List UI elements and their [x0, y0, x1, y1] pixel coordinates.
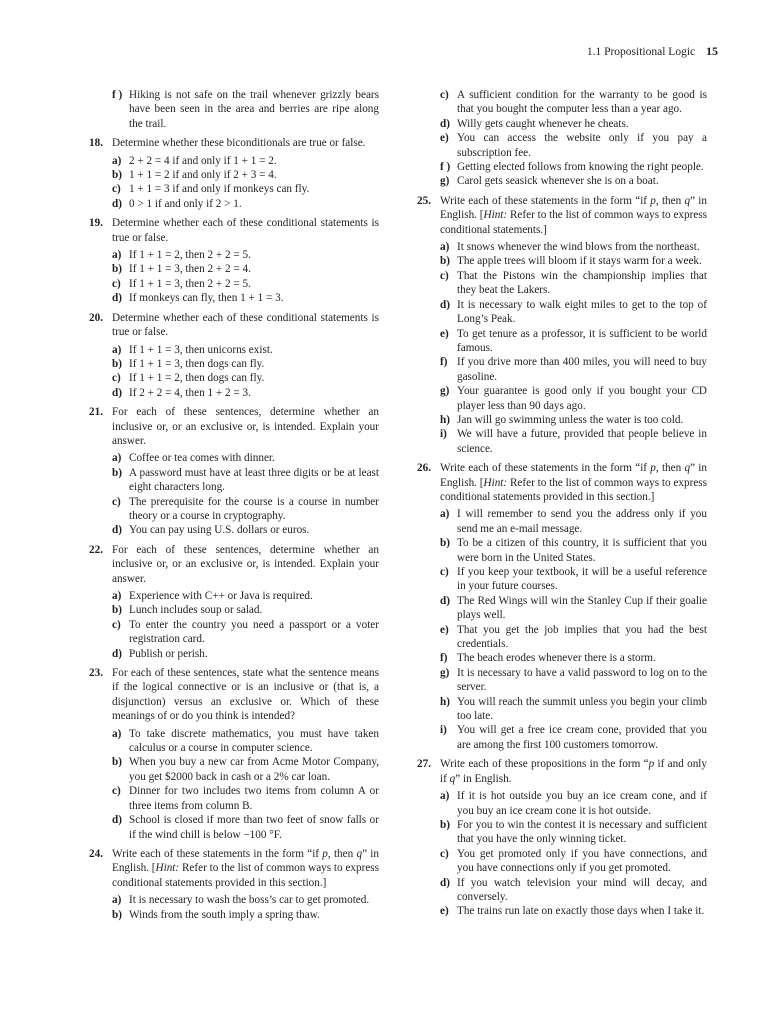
item-text: Lunch includes soup or salad.	[129, 604, 263, 617]
exercise	[417, 461, 707, 752]
exercise-number: 26.	[417, 462, 431, 475]
stem-text: ” in English.	[455, 772, 512, 785]
item-label: b)	[112, 604, 122, 617]
item-label: c)	[112, 183, 121, 196]
item-label: a)	[112, 343, 122, 356]
item-label: c)	[112, 785, 121, 798]
exercise-items	[89, 727, 379, 842]
item-text: The trains run late on exactly those days when I take it.	[457, 905, 705, 918]
exercise-item	[89, 603, 379, 617]
section-title: 1.1 Propositional Logic	[586, 46, 696, 58]
item-label: d)	[440, 594, 450, 607]
exercise	[417, 88, 707, 189]
exercise-item	[417, 160, 707, 174]
item-label: b)	[440, 255, 450, 268]
item-text: You get promoted only if you have connections, and you have connections only if you get promoted.	[457, 847, 707, 875]
right-column	[417, 88, 707, 924]
stem-text: q	[356, 847, 363, 860]
item-label: a)	[112, 154, 122, 167]
item-text: If 1 + 1 = 3, then 2 + 2 = 4.	[129, 263, 251, 276]
exercise-number: 19.	[89, 217, 103, 230]
exercise-item	[89, 755, 379, 784]
item-text: If you watch television your mind will decay, and conversely.	[457, 876, 707, 903]
exercise-item	[417, 651, 707, 665]
exercise-item	[89, 182, 379, 196]
exercise-item	[417, 536, 707, 565]
exercise-item	[417, 565, 707, 594]
exercise-stem	[417, 461, 707, 504]
exercise	[417, 194, 707, 456]
item-label: b)	[112, 357, 122, 370]
item-label: c)	[112, 495, 121, 508]
item-label: a)	[440, 508, 450, 521]
exercise-item	[417, 847, 707, 876]
item-label: a)	[112, 894, 122, 907]
item-text: When you buy a new car from Acme Motor Company, you get $2000 back in cash or a 2% car loan.	[129, 756, 379, 783]
item-text: You will reach the summit unless you begin your climb too late.	[457, 695, 707, 723]
item-label: d)	[112, 524, 122, 537]
exercise-item	[417, 666, 707, 695]
item-label: d)	[440, 876, 450, 889]
exercise-item	[89, 277, 379, 291]
item-label: e)	[440, 623, 449, 636]
stem-text: Determine whether these biconditionals are true or false.	[112, 137, 366, 150]
item-label: h)	[440, 413, 450, 426]
stem-text: For each of these sentences, state what the sentence means if the logical connective or is an inclusive or (that is, a disjunction) versus an exclusive or. Which of these meanings of or do you think is intended?	[112, 667, 379, 723]
exercise-number: 21.	[89, 406, 103, 419]
item-text: It is necessary to walk eight miles to get to the top of Long’s Peak.	[457, 298, 707, 326]
item-label: f)	[440, 356, 448, 369]
exercise-item	[89, 197, 379, 211]
item-label: c)	[112, 372, 121, 385]
item-text: If 1 + 1 = 2, then 2 + 2 = 5.	[129, 249, 251, 262]
item-label: d)	[112, 647, 122, 660]
exercise-item	[417, 131, 707, 160]
item-text: That you get the job implies that you had the best credentials.	[457, 623, 707, 651]
exercise-item	[417, 88, 707, 117]
exercise-items	[89, 248, 379, 306]
exercise-items	[89, 893, 379, 922]
item-label: f )	[440, 161, 451, 174]
exercise-item	[417, 384, 707, 413]
stem-text: Hint:	[483, 476, 508, 489]
stem-text: Write each of these statements in the form “if	[440, 194, 651, 207]
item-text: If monkeys can fly, then 1 + 1 = 3.	[129, 292, 284, 305]
stem-text: p	[650, 194, 656, 207]
exercise-item	[89, 908, 379, 922]
item-text: Your guarantee is good only if you bought your CD player less than 90 days ago.	[457, 385, 707, 412]
stem-text: , then	[655, 194, 685, 207]
exercise-stem	[89, 216, 379, 245]
item-text: It snows whenever the wind blows from the northeast.	[457, 241, 700, 254]
exercise-item	[417, 818, 707, 847]
item-text: I will remember to send you the address only if you send me an e-mail message.	[457, 508, 707, 535]
item-label: f)	[440, 652, 448, 665]
exercise-item	[89, 371, 379, 385]
exercise-stem	[89, 311, 379, 340]
exercise-item	[417, 695, 707, 724]
item-label: c)	[440, 89, 449, 101]
item-label: a)	[440, 241, 450, 254]
item-label: e)	[440, 327, 449, 340]
exercise	[89, 216, 379, 305]
exercise-item	[89, 262, 379, 276]
exercise	[89, 136, 379, 211]
item-label: c)	[112, 618, 121, 631]
item-label: h)	[440, 695, 450, 708]
item-text: If it is hot outside you buy an ice cream cone, and if you buy an ice cream cone it is hot outside.	[457, 790, 707, 817]
item-text: You can access the website only if you pay a subscription fee.	[457, 132, 707, 159]
exercise-item	[89, 893, 379, 907]
stem-text: p	[648, 758, 655, 771]
item-text: School is closed if more than two feet of snow falls or if the wind chill is below −100 °F.	[129, 814, 379, 841]
item-label: f )	[112, 89, 123, 101]
item-text: We will have a future, provided that people believe in science.	[457, 428, 707, 455]
item-label: i)	[440, 724, 447, 737]
exercise-item	[89, 647, 379, 661]
item-text: 0 > 1 if and only if 2 > 1.	[129, 197, 242, 210]
item-text: It is necessary to wash the boss’s car to get promoted.	[129, 894, 370, 907]
item-label: d)	[112, 386, 122, 399]
stem-text: For each of these sentences, determine whether an inclusive or, or an exclusive or, is intended. Explain your answer.	[112, 543, 379, 585]
item-label: g)	[440, 175, 450, 188]
item-text: You will get a free ice cream cone, provided that you are among the first 100 customers tomorrow.	[457, 724, 707, 751]
exercise-items	[89, 451, 379, 537]
exercise-items	[417, 789, 707, 919]
exercise-item	[417, 594, 707, 623]
item-label: d)	[112, 197, 122, 210]
exercise-stem	[89, 136, 379, 150]
item-label: b)	[112, 466, 122, 479]
item-text: Publish or perish.	[129, 647, 208, 660]
item-text: Carol gets seasick whenever she is on a boat.	[457, 175, 659, 188]
item-label: a)	[112, 452, 122, 465]
item-label: e)	[440, 905, 449, 918]
exercise-item	[417, 174, 707, 188]
exercise-item	[417, 355, 707, 384]
left-column	[89, 88, 379, 927]
item-text: The apple trees will bloom if it stays warm for a week.	[457, 255, 702, 268]
item-text: A password must have at least three digits or be at least eight characters long.	[129, 466, 379, 494]
item-label: i)	[440, 428, 447, 441]
exercise-number: 20.	[89, 311, 103, 324]
exercise-item	[417, 507, 707, 536]
stem-text: p	[322, 847, 328, 860]
stem-text: q	[449, 772, 456, 785]
item-label: a)	[440, 790, 450, 803]
stem-text: Refer to the list of common ways to express conditional statements provided in this section.]	[440, 476, 707, 503]
item-text: If 1 + 1 = 3, then dogs can fly.	[129, 357, 265, 370]
stem-text: if and only if	[440, 758, 707, 785]
stem-text: Determine whether each of these conditional statements is true or false.	[112, 311, 379, 339]
exercise-stem	[417, 194, 707, 237]
item-text: If you keep your textbook, it will be a useful reference in your future courses.	[457, 566, 707, 593]
exercise-number: 27.	[417, 758, 431, 771]
exercise	[89, 311, 379, 400]
item-label: b)	[440, 537, 450, 550]
exercise-item	[417, 723, 707, 752]
stem-text: q	[684, 462, 691, 475]
item-text: Willy gets caught whenever he cheats.	[457, 117, 629, 130]
exercise-item	[89, 727, 379, 756]
item-text: 1 + 1 = 2 if and only if 2 + 3 = 4.	[129, 169, 277, 182]
exercise-number: 24.	[89, 847, 103, 860]
exercise-stem	[89, 666, 379, 724]
item-label: e)	[440, 132, 449, 145]
item-text: If 2 + 2 = 4, then 1 + 2 = 3.	[129, 386, 251, 399]
exercise-item	[89, 291, 379, 305]
item-label: b)	[440, 818, 450, 831]
exercise-item	[417, 876, 707, 905]
exercise-item	[89, 495, 379, 524]
stem-text: q	[684, 194, 691, 207]
exercise-item	[89, 618, 379, 647]
item-text: For you to win the contest it is necessary and sufficient that you have the only winning ticket.	[457, 818, 707, 846]
exercise	[89, 405, 379, 538]
item-label: b)	[112, 756, 122, 769]
exercise	[89, 666, 379, 842]
exercise-number: 25.	[417, 194, 431, 207]
exercise-item	[89, 248, 379, 262]
exercise-stem	[89, 543, 379, 586]
item-label: c)	[440, 269, 449, 282]
exercise	[417, 757, 707, 918]
exercise-items	[417, 507, 707, 752]
exercise-item	[89, 523, 379, 537]
stem-text: , then	[655, 462, 685, 475]
item-text: A sufficient condition for the warranty to be good is that you bought the computer less than a year ago.	[457, 89, 707, 116]
exercise	[89, 88, 379, 131]
exercise-item	[89, 784, 379, 813]
exercise-number: 18.	[89, 137, 103, 150]
item-text: The beach erodes whenever there is a storm.	[457, 652, 656, 665]
stem-text: p	[650, 462, 656, 475]
exercise-item	[89, 589, 379, 603]
stem-text: ” in English. [	[440, 462, 707, 489]
exercise-item	[417, 904, 707, 918]
page-number: 15	[706, 44, 718, 58]
item-label: d)	[440, 117, 450, 130]
item-label: d)	[440, 298, 450, 311]
exercise-stem	[89, 847, 379, 890]
item-text: If 1 + 1 = 3, then 2 + 2 = 5.	[129, 277, 251, 290]
exercise-item	[417, 413, 707, 427]
item-label: g)	[440, 385, 450, 398]
stem-text: For each of these sentences, determine whether an inclusive or, or an exclusive or, is intended. Explain your answer.	[112, 406, 379, 447]
exercise-item	[417, 327, 707, 356]
item-text: The prerequisite for the course is a course in number theory or a course in cryptography.	[129, 495, 379, 522]
item-text: 2 + 2 = 4 if and only if 1 + 1 = 2.	[129, 154, 277, 167]
item-label: a)	[112, 249, 122, 262]
item-text: To take discrete mathematics, you must have taken calculus or a course in computer science.	[129, 727, 379, 755]
item-label: d)	[112, 814, 122, 827]
item-text: Winds from the south imply a spring thaw.	[129, 908, 320, 921]
item-text: If you drive more than 400 miles, you will need to buy gasoline.	[457, 356, 707, 383]
item-text: If 1 + 1 = 2, then dogs can fly.	[129, 372, 265, 385]
exercise	[89, 847, 379, 922]
item-label: a)	[112, 727, 122, 740]
item-text: Dinner for two includes two items from column A or three items from column B.	[129, 785, 379, 812]
exercise-items	[417, 88, 707, 189]
exercise-item	[89, 813, 379, 842]
exercise-item	[417, 117, 707, 131]
item-text: Hiking is not safe on the trail whenever grizzly bears have been seen in the area and berries are ripe along the trail.	[129, 89, 379, 130]
item-label: c)	[440, 847, 449, 860]
item-text: It is necessary to have a valid password to log on to the server.	[457, 666, 707, 694]
exercise-item	[89, 451, 379, 465]
stem-text: Hint:	[483, 209, 508, 222]
exercise	[89, 543, 379, 661]
exercise-stem	[417, 757, 707, 786]
exercise-item	[89, 386, 379, 400]
exercise-item	[89, 168, 379, 182]
item-text: If 1 + 1 = 3, then unicorns exist.	[129, 343, 273, 356]
exercise-item	[417, 623, 707, 652]
item-text: To get tenure as a professor, it is sufficient to be world famous.	[457, 327, 707, 354]
item-label: b)	[112, 908, 122, 921]
running-header	[587, 44, 718, 59]
item-text: Getting elected follows from knowing the right people.	[457, 161, 704, 174]
exercise-item	[417, 269, 707, 298]
item-label: a)	[112, 590, 122, 602]
item-text: The Red Wings will win the Stanley Cup if their goalie plays well.	[457, 594, 707, 622]
exercise-stem	[89, 405, 379, 448]
item-label: d)	[112, 292, 122, 305]
item-label: b)	[112, 169, 122, 182]
item-text: Experience with C++ or Java is required.	[129, 590, 313, 602]
exercise-items	[417, 240, 707, 456]
stem-text: Refer to the list of common ways to express conditional statements.]	[440, 209, 707, 236]
item-label: c)	[112, 277, 121, 290]
item-label: b)	[112, 263, 122, 276]
item-text: That the Pistons win the championship implies that they beat the Lakers.	[457, 269, 707, 297]
exercise-item	[89, 357, 379, 371]
exercise-items	[89, 589, 379, 661]
stem-text: , then	[327, 847, 357, 860]
exercise-item	[417, 254, 707, 268]
exercise-items	[89, 88, 379, 131]
exercise-item	[417, 427, 707, 456]
item-text: 1 + 1 = 3 if and only if monkeys can fly.	[129, 183, 310, 196]
item-text: You can pay using U.S. dollars or euros.	[129, 524, 310, 537]
item-text: Jan will go swimming unless the water is too cold.	[457, 413, 684, 426]
exercise-item	[89, 343, 379, 357]
exercise-number: 22.	[89, 543, 103, 556]
stem-text: Determine whether each of these conditional statements is true or false.	[112, 217, 379, 244]
stem-text: Write each of these statements in the form “if	[440, 462, 651, 475]
exercise-items	[89, 343, 379, 401]
exercise-item	[417, 298, 707, 327]
item-text: Coffee or tea comes with dinner.	[129, 452, 275, 465]
stem-text: Write each of these statements in the form “if	[112, 847, 323, 860]
exercise-item	[417, 240, 707, 254]
exercise-items	[89, 154, 379, 212]
stem-text: Refer to the list of common ways to express conditional statements provided in this section.]	[112, 862, 379, 889]
exercise-item	[89, 154, 379, 168]
exercise-number: 23.	[89, 667, 103, 680]
stem-text: Write each of these propositions in the form “	[440, 758, 649, 771]
item-text: To enter the country you need a passport or a voter registration card.	[129, 618, 379, 646]
exercise-item	[417, 789, 707, 818]
item-text: To be a citizen of this country, it is sufficient that you were born in the United States.	[457, 537, 707, 564]
item-label: g)	[440, 666, 450, 679]
exercise-item	[89, 466, 379, 495]
stem-text: Hint:	[155, 862, 180, 875]
item-label: c)	[440, 566, 449, 578]
stem-text: ” in English. [	[112, 847, 379, 875]
exercise-item	[89, 88, 379, 131]
stem-text: ” in English. [	[440, 194, 707, 222]
